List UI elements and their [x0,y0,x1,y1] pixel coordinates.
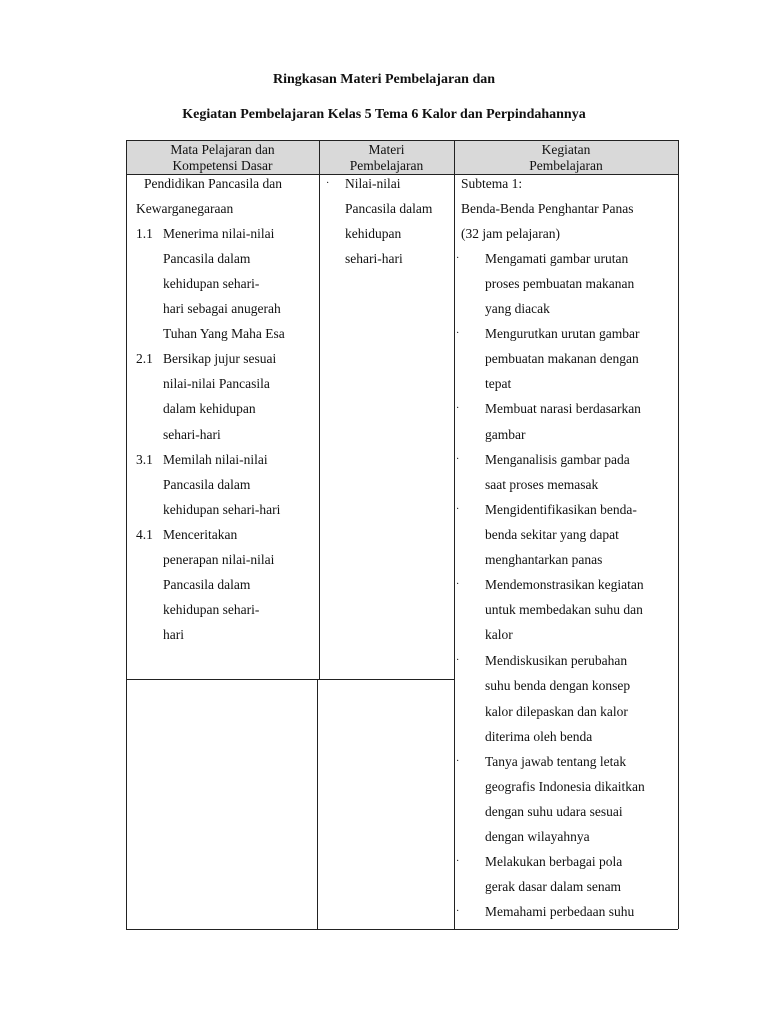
activity-line: geografis Indonesia dikaitkan [485,779,645,794]
competency-line: penerapan nilai-nilai [163,552,275,567]
bullet-icon: · [456,253,460,264]
activity-line: pembuatan makanan dengan [485,351,639,366]
document-title-line2: Kegiatan Pembelajaran Kelas 5 Tema 6 Kalor dan Perpindahannya [182,107,586,122]
bullet-icon: · [456,504,460,515]
competency-line: hari sebagai anugerah [163,301,281,316]
table-col-divider-1-bottom [317,679,318,929]
competency-number: 3.1 [136,452,153,467]
subject-title-line: Pendidikan Pancasila dan [144,176,282,191]
competency-line: Bersikap jujur sesuai [163,351,277,366]
activity-line: yang diacak [485,301,550,316]
header-text: Kegiatan [541,142,591,157]
competency-line: Pancasila dalam [163,477,251,492]
competency-line: Tuhan Yang Maha Esa [163,326,285,341]
material-line: sehari-hari [345,251,403,266]
header-cell-subject [126,142,319,174]
activity-line: Membuat narasi berdasarkan [485,401,641,416]
competency-line: dalam kehidupan [163,401,256,416]
bullet-icon: · [456,655,460,666]
activity-line: suhu benda dengan konsep [485,678,631,693]
table-header-divider [126,174,678,175]
header-text: Mata Pelajaran dan [170,142,275,157]
activity-line: kalor [485,627,513,642]
activity-line: menghantarkan panas [485,552,603,567]
document-title-line1: Ringkasan Materi Pembelajaran dan [272,72,496,87]
competency-number: 2.1 [136,351,153,366]
activity-line: Tanya jawab tentang letak [485,754,627,769]
header-text: Materi [368,142,405,157]
activity-line: Melakukan berbagai pola [485,854,623,869]
competency-number: 1.1 [136,226,153,241]
table-col-divider-1-top [319,140,320,679]
activity-line: Mengamati gambar urutan [485,251,629,266]
activity-line: benda sekitar yang dapat [485,527,619,542]
activity-line: gerak dasar dalam senam [485,879,622,894]
bullet-icon: · [456,454,460,465]
activity-line: untuk membedakan suhu dan [485,602,643,617]
activity-line: gambar [485,427,526,442]
bullet-icon: · [456,328,460,339]
bullet-icon: · [326,178,330,189]
competency-line: nilai-nilai Pancasila [163,376,270,391]
header-text: Kompetensi Dasar [172,158,273,173]
subject-title-line: Kewarganegaraan [136,201,234,216]
competency-line: kehidupan sehari-hari [163,502,281,517]
competency-line: Menceritakan [163,527,238,542]
activity-line: proses pembuatan makanan [485,276,635,291]
competency-line: hari [163,627,184,642]
activity-line: saat proses memasak [485,477,599,492]
table-border-bottom [126,929,678,930]
table-border-right [678,140,679,929]
activity-line: Mengurutkan urutan gambar [485,326,640,341]
bullet-icon: · [456,906,460,917]
bullet-icon: · [456,756,460,767]
competency-line: kehidupan sehari- [163,276,260,291]
competency-line: kehidupan sehari- [163,602,260,617]
activity-line: dengan wilayahnya [485,829,590,844]
table-border-left [126,140,127,929]
subtheme-label: Subtema 1: [461,176,523,191]
bullet-icon: · [456,856,460,867]
competency-line: Menerima nilai-nilai [163,226,275,241]
activity-line: Menganalisis gambar pada [485,452,630,467]
bullet-icon: · [456,403,460,414]
material-line: Pancasila dalam [345,201,433,216]
header-text: Pembelajaran [529,158,603,173]
competency-line: Pancasila dalam [163,577,251,592]
activity-line: Memahami perbedaan suhu [485,904,635,919]
header-cell-activities [454,142,678,174]
activity-line: Mendiskusikan perubahan [485,653,628,668]
activity-line: dengan suhu udara sesuai [485,804,623,819]
material-line: Nilai-nilai [345,176,401,191]
bullet-icon: · [456,579,460,590]
activity-line: tepat [485,376,512,391]
competency-line: sehari-hari [163,427,221,442]
competency-line: Pancasila dalam [163,251,251,266]
activity-line: Mendemonstrasikan kegiatan [485,577,644,592]
table-row-divider [126,679,454,680]
competency-number: 4.1 [136,527,153,542]
activity-line: kalor dilepaskan dan kalor [485,704,628,719]
material-line: kehidupan [345,226,402,241]
table-col-divider-2 [454,140,455,929]
table-border-top [126,140,678,141]
competency-line: Memilah nilai-nilai [163,452,268,467]
activity-line: Mengidentifikasikan benda- [485,502,637,517]
subtheme-title: Benda-Benda Penghantar Panas [461,201,634,216]
header-text: Pembelajaran [349,158,424,173]
subtheme-hours: (32 jam pelajaran) [461,226,560,241]
header-cell-material [319,142,454,174]
activity-line: diterima oleh benda [485,729,593,744]
